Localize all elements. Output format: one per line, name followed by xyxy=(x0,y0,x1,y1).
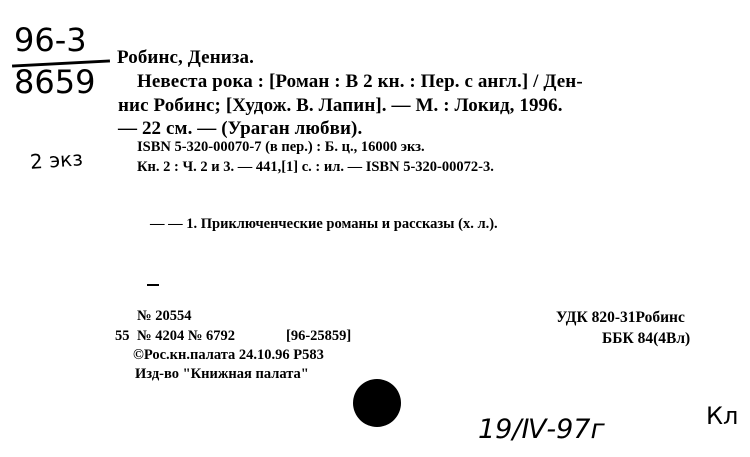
book-chamber-stamp: ©Рос.кн.палата 24.10.96 Р583 xyxy=(133,347,324,363)
shelf-mark-bottom: 8659 xyxy=(14,63,96,101)
record-number: № 20554 xyxy=(137,308,192,324)
handwritten-date: 19/Ⅳ-97г xyxy=(478,414,605,445)
isbn-line: ISBN 5-320-00070-7 (в пер.) : Б. ц., 16000 экз. xyxy=(137,139,425,155)
bbk-code: ББК 84(4Вл) xyxy=(602,330,691,347)
title-line-1: Невеста рока : [Роман : В 2 кн. : Пер. с англ.] / Ден- xyxy=(137,71,583,92)
title-line-3: — 22 см. — (Ураган любви). xyxy=(118,118,363,139)
corner-handwriting: Кл xyxy=(706,402,739,430)
subject-line: — — 1. Приключенческие романы и рассказы (х. л.). xyxy=(150,216,498,232)
row-prefix: 55 xyxy=(115,328,130,344)
volume-line: Кн. 2 : Ч. 2 и 3. — 441,[1] с. : ил. — ISBN 5-320-00072-3. xyxy=(137,159,494,175)
punch-hole xyxy=(353,379,401,427)
publisher-line: Изд-во "Книжная палата" xyxy=(135,366,309,382)
author-heading: Робинс, Дениза. xyxy=(117,47,254,68)
title-line-2: нис Робинс; [Худож. В. Лапин]. — М. : Локид, 1996. xyxy=(118,95,563,116)
order-numbers: № 4204 № 6792 xyxy=(137,328,236,344)
accession-number: [96-25859] xyxy=(286,328,352,344)
copies-note: 2 экз xyxy=(29,146,84,174)
shelf-mark-top: 96-3 xyxy=(14,21,87,59)
udk-code: УДК 820-31Робинс xyxy=(556,309,685,326)
short-dash-mark xyxy=(147,284,159,286)
